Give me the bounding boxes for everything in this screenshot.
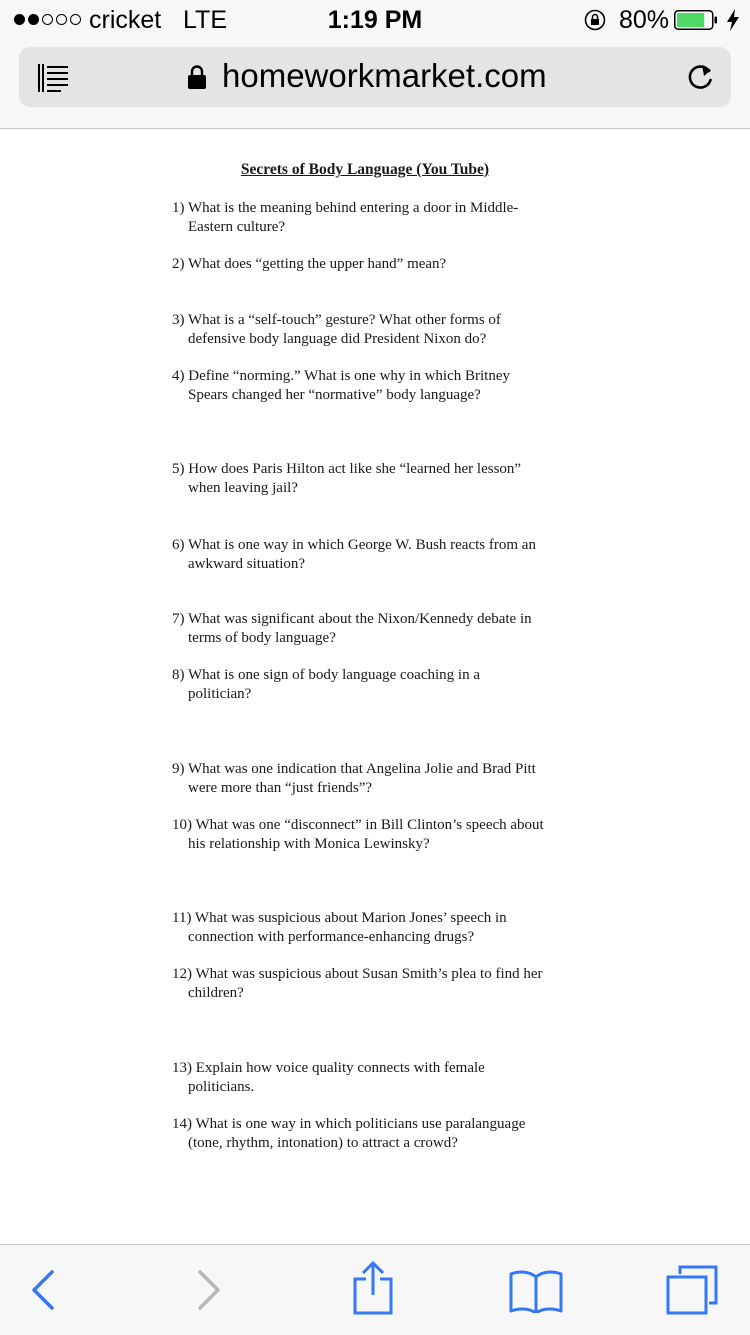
question-text: 4) Define “norming.” What is one why in which Britney <box>172 368 510 384</box>
question-6 <box>172 536 536 574</box>
question-text-continued: Spears changed her “normative” body language? <box>188 387 481 403</box>
question-text: 13) Explain how voice quality connects with female <box>172 1060 485 1076</box>
question-12 <box>172 965 543 1003</box>
question-text-continued: terms of body language? <box>188 630 336 646</box>
question-11 <box>172 909 507 947</box>
question-text-continued: defensive body language did President Nixon do? <box>188 331 487 347</box>
document-title: Secrets of Body Language (You Tube) <box>240 161 490 178</box>
question-7 <box>172 610 532 648</box>
question-text: 9) What was one indication that Angelina Jolie and Brad Pitt <box>172 761 536 777</box>
question-13 <box>172 1059 485 1097</box>
question-text: 14) What is one way in which politicians use paralanguage <box>172 1116 526 1132</box>
question-10 <box>172 816 544 854</box>
browser-toolbar <box>0 1244 750 1335</box>
status-bar <box>0 0 750 40</box>
lock-icon <box>187 64 207 90</box>
question-text-continued: his relationship with Monica Lewinsky? <box>188 836 430 852</box>
question-text-continued: connection with performance-enhancing drugs? <box>188 929 475 945</box>
question-text: 12) What was suspicious about Susan Smith’s plea to find her <box>172 966 543 982</box>
reader-view-icon[interactable] <box>37 63 69 93</box>
question-text: 10) What was one “disconnect” in Bill Clinton’s speech about <box>172 817 544 833</box>
question-text: 1) What is the meaning behind entering a door in Middle- <box>172 200 519 216</box>
question-text-continued: awkward situation? <box>188 556 306 572</box>
question-14 <box>172 1115 525 1153</box>
back-icon[interactable] <box>28 1269 56 1311</box>
document-page[interactable] <box>0 129 750 1244</box>
question-text-continued: politician? <box>188 686 252 702</box>
forward-icon[interactable] <box>196 1269 224 1311</box>
question-2 <box>172 255 446 274</box>
question-text: 11) What was suspicious about Marion Jones’ speech in <box>172 910 507 926</box>
status-time: 1:19 PM <box>327 6 423 34</box>
question-text-continued: Eastern culture? <box>188 219 286 235</box>
bookmarks-icon[interactable] <box>509 1269 563 1313</box>
question-text-continued: when leaving jail? <box>188 480 298 496</box>
question-text: 8) What is one sign of body language coaching in a <box>172 667 480 683</box>
question-3 <box>172 311 501 349</box>
browser-navigation-bar <box>0 40 750 129</box>
question-text: 7) What was significant about the Nixon/Kennedy debate in <box>172 611 532 627</box>
question-text-continued: politicians. <box>188 1079 255 1095</box>
reload-icon[interactable] <box>685 61 715 93</box>
address-bar[interactable] <box>19 47 731 107</box>
carrier-name: cricket <box>89 6 162 34</box>
question-1 <box>172 199 518 237</box>
question-5 <box>172 460 521 498</box>
question-9 <box>172 760 536 798</box>
share-icon[interactable] <box>352 1261 394 1315</box>
battery-percentage: 80% <box>619 6 670 34</box>
question-text-continued: children? <box>188 985 244 1001</box>
question-text: 3) What is a “self-touch” gesture? What other forms of <box>172 312 501 328</box>
question-text: 5) How does Paris Hilton act like she “learned her lesson” <box>172 461 522 477</box>
battery-icon <box>674 10 718 30</box>
charging-bolt-icon <box>726 9 740 31</box>
question-text-continued: (tone, rhythm, intonation) to attract a crowd? <box>188 1135 458 1151</box>
tabs-icon[interactable] <box>666 1265 718 1315</box>
url-text[interactable]: homeworkmarket.com <box>222 57 547 94</box>
rotation-lock-icon <box>584 9 606 31</box>
question-text: 2) What does “getting the upper hand” mean? <box>172 256 447 272</box>
question-4 <box>172 367 510 405</box>
question-text-continued: were more than “just friends”? <box>188 780 373 796</box>
question-text: 6) What is one way in which George W. Bush reacts from an <box>172 537 536 553</box>
question-8 <box>172 666 480 704</box>
network-type: LTE <box>183 6 227 34</box>
